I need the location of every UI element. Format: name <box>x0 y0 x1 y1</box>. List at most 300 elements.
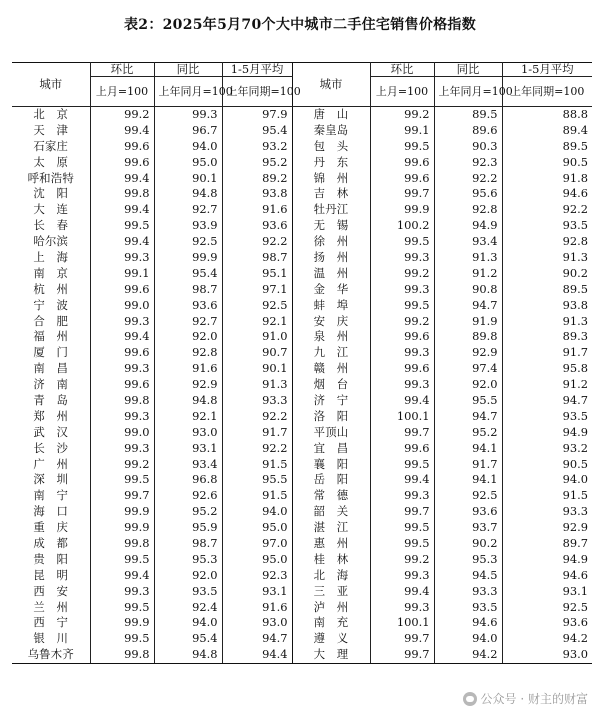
right-city: 韶 关 <box>292 504 370 520</box>
left-value-mom: 99.5 <box>90 631 154 647</box>
right-city: 常 德 <box>292 488 370 504</box>
left-city: 深 圳 <box>12 472 90 488</box>
table-row <box>12 600 592 616</box>
left-city: 贵 阳 <box>12 552 90 568</box>
left-value-mom: 99.8 <box>90 393 154 409</box>
left-value-yoy: 96.7 <box>154 123 222 139</box>
left-value-ytd: 94.0 <box>222 504 292 520</box>
right-value-ytd: 94.2 <box>562 631 588 646</box>
right-value-mom: 100.1 <box>370 616 434 632</box>
header-mom: 环比 <box>90 63 154 77</box>
left-value-yoy: 94.8 <box>154 647 222 663</box>
right-value-ytd: 89.4 <box>562 122 588 137</box>
right-value-ytd: 89.5 <box>562 138 588 153</box>
left-value-yoy: 94.8 <box>154 186 222 202</box>
left-value-yoy: 96.8 <box>154 472 222 488</box>
left-value-ytd: 91.6 <box>222 600 292 616</box>
left-value-mom: 99.6 <box>90 377 154 393</box>
right-city: 泸 州 <box>292 600 370 616</box>
left-city: 海 口 <box>12 504 90 520</box>
left-city: 沈 阳 <box>12 186 90 202</box>
left-city: 乌鲁木齐 <box>12 647 90 663</box>
left-value-yoy: 99.3 <box>154 107 222 123</box>
right-city: 洛 阳 <box>292 409 370 425</box>
left-value-mom: 99.4 <box>90 171 154 187</box>
right-value-ytd: 89.5 <box>562 281 588 296</box>
right-value-mom: 99.3 <box>370 345 434 361</box>
left-value-ytd: 93.2 <box>222 139 292 155</box>
left-value-mom: 99.9 <box>90 520 154 536</box>
right-city: 扬 州 <box>292 250 370 266</box>
left-value-mom: 99.8 <box>90 647 154 663</box>
header-ytd-base: 上年同期=100 <box>222 77 292 107</box>
left-city: 福 州 <box>12 329 90 345</box>
header-yoy: 同比 <box>154 63 222 77</box>
right-value-mom: 99.5 <box>370 234 434 250</box>
right-value-yoy: 97.4 <box>434 361 502 377</box>
left-value-yoy: 90.1 <box>154 171 222 187</box>
table-row <box>12 139 592 155</box>
left-value-mom: 99.3 <box>90 409 154 425</box>
right-city: 烟 台 <box>292 377 370 393</box>
left-value-mom: 99.8 <box>90 186 154 202</box>
right-value-yoy: 95.6 <box>434 186 502 202</box>
right-value-ytd: 93.2 <box>562 440 588 455</box>
right-value-ytd: 95.8 <box>562 361 588 376</box>
header-yoy: 同比 <box>434 63 502 77</box>
left-city: 青 岛 <box>12 393 90 409</box>
right-value-ytd: 88.8 <box>562 106 588 121</box>
left-value-mom: 99.6 <box>90 345 154 361</box>
left-value-ytd: 94.7 <box>222 631 292 647</box>
table-row <box>12 488 592 504</box>
right-value-mom: 99.5 <box>370 457 434 473</box>
left-city: 长 春 <box>12 218 90 234</box>
watermark-text: 公众号 · 财主的财富 <box>480 692 588 706</box>
right-value-mom: 99.5 <box>370 536 434 552</box>
left-value-ytd: 95.4 <box>222 123 292 139</box>
right-city: 襄 阳 <box>292 457 370 473</box>
right-value-mom: 99.6 <box>370 155 434 171</box>
left-value-ytd: 91.3 <box>222 377 292 393</box>
right-city: 宜 昌 <box>292 441 370 457</box>
table-row <box>12 361 592 377</box>
right-value-mom: 99.5 <box>370 139 434 155</box>
left-value-yoy: 95.0 <box>154 155 222 171</box>
table-row <box>12 631 592 647</box>
left-value-mom: 99.7 <box>90 488 154 504</box>
right-value-ytd: 92.9 <box>562 520 588 535</box>
right-value-ytd: 93.3 <box>562 504 588 519</box>
left-city: 银 川 <box>12 631 90 647</box>
left-value-ytd: 92.2 <box>222 409 292 425</box>
right-city: 遵 义 <box>292 631 370 647</box>
left-city: 西 安 <box>12 584 90 600</box>
left-value-yoy: 95.9 <box>154 520 222 536</box>
right-city: 九 江 <box>292 345 370 361</box>
right-value-yoy: 95.5 <box>434 393 502 409</box>
left-city: 哈尔滨 <box>12 234 90 250</box>
left-value-mom: 99.4 <box>90 568 154 584</box>
left-value-yoy: 93.0 <box>154 425 222 441</box>
right-city: 济 宁 <box>292 393 370 409</box>
table-row <box>12 584 592 600</box>
right-city: 大 理 <box>292 647 370 663</box>
left-value-ytd: 95.2 <box>222 155 292 171</box>
left-value-ytd: 91.6 <box>222 202 292 218</box>
right-value-yoy: 92.9 <box>434 345 502 361</box>
right-city: 秦皇岛 <box>292 123 370 139</box>
table-row <box>12 282 592 298</box>
right-value-ytd: 91.8 <box>562 170 588 185</box>
left-city: 南 宁 <box>12 488 90 504</box>
left-value-yoy: 93.9 <box>154 218 222 234</box>
left-city: 厦 门 <box>12 345 90 361</box>
right-value-yoy: 90.3 <box>434 139 502 155</box>
right-value-yoy: 92.0 <box>434 377 502 393</box>
right-value-mom: 99.7 <box>370 186 434 202</box>
left-value-yoy: 92.6 <box>154 488 222 504</box>
left-value-ytd: 91.5 <box>222 457 292 473</box>
left-value-mom: 99.9 <box>90 504 154 520</box>
table-row <box>12 107 592 123</box>
table-row <box>12 552 592 568</box>
right-city: 包 头 <box>292 139 370 155</box>
right-value-yoy: 89.8 <box>434 329 502 345</box>
left-city: 成 都 <box>12 536 90 552</box>
left-value-yoy: 92.0 <box>154 329 222 345</box>
left-value-ytd: 97.9 <box>222 107 292 123</box>
right-city: 桂 林 <box>292 552 370 568</box>
left-value-yoy: 92.8 <box>154 345 222 361</box>
right-value-yoy: 94.0 <box>434 631 502 647</box>
table-row <box>12 250 592 266</box>
right-value-mom: 99.3 <box>370 488 434 504</box>
right-value-ytd: 94.9 <box>562 551 588 566</box>
right-value-yoy: 94.5 <box>434 568 502 584</box>
right-value-ytd: 91.3 <box>562 313 588 328</box>
right-city: 南 充 <box>292 616 370 632</box>
right-value-ytd: 92.8 <box>562 234 588 249</box>
table-row <box>12 568 592 584</box>
right-value-yoy: 94.9 <box>434 218 502 234</box>
right-value-yoy: 89.6 <box>434 123 502 139</box>
left-value-yoy: 93.4 <box>154 457 222 473</box>
right-value-yoy: 92.2 <box>434 171 502 187</box>
left-value-ytd: 93.8 <box>222 186 292 202</box>
left-value-mom: 99.8 <box>90 536 154 552</box>
left-city: 重 庆 <box>12 520 90 536</box>
right-city: 湛 江 <box>292 520 370 536</box>
right-value-ytd: 94.0 <box>562 472 588 487</box>
right-value-ytd: 90.5 <box>562 456 588 471</box>
right-city: 岳 阳 <box>292 472 370 488</box>
left-value-yoy: 98.7 <box>154 282 222 298</box>
left-city: 合 肥 <box>12 314 90 330</box>
table-row <box>12 123 592 139</box>
right-value-yoy: 91.9 <box>434 314 502 330</box>
left-value-ytd: 97.0 <box>222 536 292 552</box>
left-city: 南 昌 <box>12 361 90 377</box>
left-city: 呼和浩特 <box>12 171 90 187</box>
table-row <box>12 504 592 520</box>
right-value-ytd: 90.5 <box>562 154 588 169</box>
right-value-mom: 99.6 <box>370 171 434 187</box>
right-value-yoy: 90.8 <box>434 282 502 298</box>
left-value-ytd: 98.7 <box>222 250 292 266</box>
right-value-mom: 99.3 <box>370 568 434 584</box>
right-value-yoy: 94.6 <box>434 616 502 632</box>
left-value-yoy: 92.4 <box>154 600 222 616</box>
left-value-ytd: 95.1 <box>222 266 292 282</box>
left-value-ytd: 95.0 <box>222 520 292 536</box>
right-value-mom: 99.6 <box>370 361 434 377</box>
right-value-yoy: 92.3 <box>434 155 502 171</box>
left-value-mom: 99.2 <box>90 457 154 473</box>
table-row <box>12 171 592 187</box>
right-value-ytd: 91.2 <box>562 377 588 392</box>
table-row <box>12 314 592 330</box>
left-value-ytd: 93.0 <box>222 616 292 632</box>
left-value-yoy: 91.6 <box>154 361 222 377</box>
right-value-yoy: 93.6 <box>434 504 502 520</box>
right-value-ytd: 90.2 <box>562 265 588 280</box>
left-value-ytd: 89.2 <box>222 171 292 187</box>
right-value-ytd: 92.2 <box>562 202 588 217</box>
left-value-mom: 99.9 <box>90 616 154 632</box>
right-value-ytd: 93.5 <box>562 218 588 233</box>
right-city: 赣 州 <box>292 361 370 377</box>
right-value-mom: 99.7 <box>370 425 434 441</box>
left-city: 太 原 <box>12 155 90 171</box>
left-city: 石家庄 <box>12 139 90 155</box>
table-row <box>12 472 592 488</box>
right-city: 蚌 埠 <box>292 298 370 314</box>
right-value-ytd: 94.6 <box>562 186 588 201</box>
left-value-ytd: 92.2 <box>222 234 292 250</box>
table-row <box>12 520 592 536</box>
left-value-yoy: 98.7 <box>154 536 222 552</box>
right-city: 丹 东 <box>292 155 370 171</box>
left-value-mom: 99.5 <box>90 472 154 488</box>
header-city: 城市 <box>12 63 90 107</box>
right-city: 平顶山 <box>292 425 370 441</box>
right-city: 温 州 <box>292 266 370 282</box>
left-city: 北 京 <box>12 107 90 123</box>
right-value-yoy: 93.7 <box>434 520 502 536</box>
right-value-ytd: 93.5 <box>562 408 588 423</box>
table-row <box>12 155 592 171</box>
left-value-yoy: 92.0 <box>154 568 222 584</box>
left-value-ytd: 91.0 <box>222 329 292 345</box>
table-row <box>12 647 592 663</box>
left-value-ytd: 94.4 <box>222 647 292 663</box>
right-value-yoy: 89.5 <box>434 107 502 123</box>
right-city: 三 亚 <box>292 584 370 600</box>
right-city: 无 锡 <box>292 218 370 234</box>
left-value-mom: 99.5 <box>90 218 154 234</box>
left-value-mom: 99.3 <box>90 250 154 266</box>
left-value-ytd: 92.5 <box>222 298 292 314</box>
wechat-icon <box>463 692 477 706</box>
right-value-ytd: 94.7 <box>562 393 588 408</box>
right-value-ytd: 91.3 <box>562 250 588 264</box>
left-city: 郑 州 <box>12 409 90 425</box>
right-value-mom: 99.6 <box>370 329 434 345</box>
left-city: 武 汉 <box>12 425 90 441</box>
price-index-table <box>12 62 592 664</box>
right-value-mom: 99.4 <box>370 584 434 600</box>
table-row <box>12 441 592 457</box>
left-value-yoy: 92.7 <box>154 314 222 330</box>
right-value-mom: 99.7 <box>370 631 434 647</box>
right-value-ytd: 92.5 <box>562 599 588 614</box>
left-value-ytd: 95.0 <box>222 552 292 568</box>
left-value-mom: 99.4 <box>90 202 154 218</box>
right-value-yoy: 93.5 <box>434 600 502 616</box>
right-value-yoy: 94.2 <box>434 647 502 663</box>
left-value-yoy: 93.5 <box>154 584 222 600</box>
right-value-ytd: 93.0 <box>502 647 592 663</box>
right-value-mom: 99.2 <box>370 107 434 123</box>
right-value-mom: 99.4 <box>370 472 434 488</box>
left-value-mom: 99.3 <box>90 584 154 600</box>
table-row <box>12 457 592 473</box>
table-row <box>12 536 592 552</box>
left-value-mom: 99.4 <box>90 234 154 250</box>
right-value-mom: 99.9 <box>370 202 434 218</box>
left-city: 广 州 <box>12 457 90 473</box>
left-value-yoy: 99.9 <box>154 250 222 266</box>
left-city: 南 京 <box>12 266 90 282</box>
right-value-yoy: 92.5 <box>434 488 502 504</box>
right-value-ytd: 89.3 <box>562 329 588 344</box>
left-value-yoy: 94.0 <box>154 616 222 632</box>
right-value-mom: 99.5 <box>370 298 434 314</box>
left-value-ytd: 93.1 <box>222 584 292 600</box>
left-value-mom: 99.5 <box>90 552 154 568</box>
right-value-mom: 100.2 <box>370 218 434 234</box>
right-city: 泉 州 <box>292 329 370 345</box>
left-value-mom: 99.0 <box>90 298 154 314</box>
left-value-mom: 99.2 <box>90 107 154 123</box>
left-value-yoy: 94.8 <box>154 393 222 409</box>
right-value-yoy: 91.3 <box>434 250 502 266</box>
right-value-yoy: 94.1 <box>434 441 502 457</box>
left-value-ytd: 93.3 <box>222 393 292 409</box>
left-value-ytd: 97.1 <box>222 282 292 298</box>
right-value-mom: 99.3 <box>370 377 434 393</box>
left-value-yoy: 93.6 <box>154 298 222 314</box>
left-city: 西 宁 <box>12 616 90 632</box>
left-value-mom: 99.4 <box>90 123 154 139</box>
left-value-ytd: 90.1 <box>222 361 292 377</box>
header-mom-base: 上月=100 <box>370 77 434 107</box>
right-value-yoy: 93.4 <box>434 234 502 250</box>
left-value-yoy: 92.7 <box>154 202 222 218</box>
table-row <box>12 616 592 632</box>
right-value-yoy: 91.2 <box>434 266 502 282</box>
right-value-yoy: 94.7 <box>434 298 502 314</box>
left-value-mom: 99.4 <box>90 329 154 345</box>
right-value-ytd: 91.7 <box>562 345 588 360</box>
left-value-mom: 99.6 <box>90 155 154 171</box>
right-value-ytd: 94.9 <box>562 424 588 439</box>
table-row <box>12 425 592 441</box>
right-value-yoy: 95.2 <box>434 425 502 441</box>
left-value-yoy: 95.4 <box>154 266 222 282</box>
left-city: 兰 州 <box>12 600 90 616</box>
right-value-mom: 99.3 <box>370 600 434 616</box>
table-row <box>12 202 592 218</box>
right-value-mom: 100.1 <box>370 409 434 425</box>
left-value-mom: 99.6 <box>90 282 154 298</box>
right-value-mom: 99.1 <box>370 123 434 139</box>
right-value-ytd: 93.1 <box>562 583 588 598</box>
right-value-mom: 99.6 <box>370 441 434 457</box>
table-row <box>12 266 592 282</box>
left-value-mom: 99.0 <box>90 425 154 441</box>
right-value-mom: 99.3 <box>370 282 434 298</box>
right-city: 金 华 <box>292 282 370 298</box>
right-value-ytd: 94.6 <box>562 567 588 582</box>
right-city: 惠 州 <box>292 536 370 552</box>
right-value-mom: 99.7 <box>370 647 434 663</box>
right-value-yoy: 91.7 <box>434 457 502 473</box>
left-value-ytd: 92.3 <box>222 568 292 584</box>
left-value-mom: 99.3 <box>90 441 154 457</box>
left-value-ytd: 93.6 <box>222 218 292 234</box>
right-value-yoy: 90.2 <box>434 536 502 552</box>
left-value-mom: 99.1 <box>90 266 154 282</box>
left-value-yoy: 93.1 <box>154 441 222 457</box>
right-city: 徐 州 <box>292 234 370 250</box>
left-value-yoy: 92.5 <box>154 234 222 250</box>
left-city: 上 海 <box>12 250 90 266</box>
right-city: 安 庆 <box>292 314 370 330</box>
left-value-mom: 99.5 <box>90 600 154 616</box>
header-yoy-base: 上年同月=100 <box>434 77 502 107</box>
right-value-ytd: 91.5 <box>562 488 588 503</box>
right-value-mom: 99.3 <box>370 250 434 266</box>
left-value-yoy: 94.0 <box>154 139 222 155</box>
header-ytd: 1-5月平均 <box>502 63 592 77</box>
left-value-yoy: 92.9 <box>154 377 222 393</box>
right-value-mom: 99.4 <box>370 393 434 409</box>
header-yoy-base: 上年同月=100 <box>154 77 222 107</box>
right-city: 唐 山 <box>292 107 370 123</box>
table-row <box>12 186 592 202</box>
right-city: 锦 州 <box>292 171 370 187</box>
right-value-yoy: 95.3 <box>434 552 502 568</box>
left-value-yoy: 95.3 <box>154 552 222 568</box>
right-value-yoy: 94.7 <box>434 409 502 425</box>
table-row <box>12 329 592 345</box>
left-city: 宁 波 <box>12 298 90 314</box>
left-city: 杭 州 <box>12 282 90 298</box>
left-value-ytd: 91.5 <box>222 488 292 504</box>
left-value-ytd: 92.1 <box>222 314 292 330</box>
right-value-mom: 99.2 <box>370 552 434 568</box>
right-city: 吉 林 <box>292 186 370 202</box>
right-value-mom: 99.2 <box>370 266 434 282</box>
left-value-ytd: 91.7 <box>222 425 292 441</box>
table-row <box>12 234 592 250</box>
left-city: 昆 明 <box>12 568 90 584</box>
header-ytd: 1-5月平均 <box>222 63 292 77</box>
left-value-mom: 99.6 <box>90 139 154 155</box>
right-value-mom: 99.2 <box>370 314 434 330</box>
